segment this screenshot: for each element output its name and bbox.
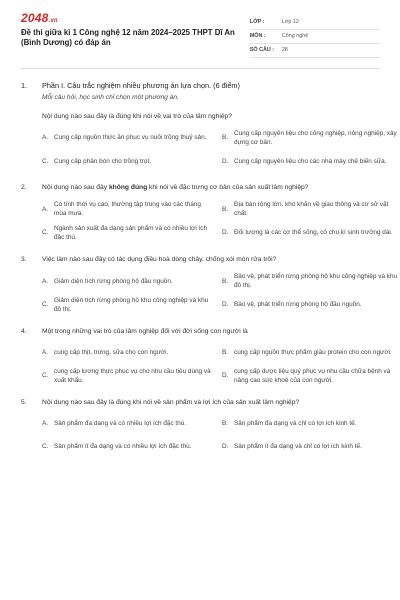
option-letter: D. xyxy=(222,301,229,309)
option-d[interactable] xyxy=(222,367,400,386)
option-text: Sản phẩm ít đa dạng và có nhiều lợi ích đặc thù. xyxy=(54,443,192,451)
options-grid xyxy=(21,415,380,456)
meta-value: Công nghệ xyxy=(281,32,309,39)
meta-row-class xyxy=(250,16,380,30)
option-letter: C. xyxy=(42,229,49,237)
question-number: 2. xyxy=(21,184,27,192)
option-letter: A. xyxy=(42,134,49,142)
option-a[interactable] xyxy=(42,200,214,219)
question-text xyxy=(21,398,380,408)
options-grid xyxy=(21,344,392,386)
options-grid xyxy=(21,272,398,314)
option-text: cung cấp thịt, trứng, sữa cho con người. xyxy=(54,349,169,357)
option-text: Ngành sản xuất đa dạng sản phẩm và có nhiều lợi ích đặc thù. xyxy=(54,224,208,241)
option-letter: A. xyxy=(42,277,49,285)
question-4 xyxy=(21,327,392,385)
meta-label: LỚP : xyxy=(249,18,265,25)
option-letter: C. xyxy=(42,157,49,165)
meta-row-count xyxy=(250,44,380,58)
header-left xyxy=(21,12,250,58)
option-c[interactable] xyxy=(42,296,214,315)
question-text: Nội dung nào sau đây là đúng khi nói về vai trò của lâm nghiệp? xyxy=(42,113,232,121)
question-body: Một trong những vai trò của lâm nghiệp đối với đời sống con người là xyxy=(42,328,248,336)
part-heading: Phần I. Câu trắc nghiệm nhiều phương án lựa chọn. (6 điểm) xyxy=(42,81,240,90)
option-text: Cung cấp nguyên liệu cho công nghiệp, nông nghiệp, xây dựng cơ bản. xyxy=(234,129,397,147)
option-d[interactable] xyxy=(222,224,400,243)
option-text: cung cấp lương thực phục vụ cho nhu cầu tiêu dùng và xuất khẩu. xyxy=(54,367,211,385)
meta-row-subject xyxy=(250,30,380,44)
question-text-before: Nội dung nào sau đây xyxy=(42,184,109,192)
option-text: Bảo vệ, phát triển rừng phòng hộ đầu nguồn. xyxy=(234,301,362,309)
option-a[interactable] xyxy=(42,415,214,433)
option-letter: C. xyxy=(42,372,49,380)
option-letter: B. xyxy=(222,205,229,213)
option-a[interactable] xyxy=(42,344,214,362)
option-letter: A. xyxy=(42,349,49,357)
option-letter: D. xyxy=(222,229,229,237)
options-grid xyxy=(21,129,397,171)
option-text: Cung cấp phân bón cho trồng trọt. xyxy=(54,157,151,165)
meta-value: 28 xyxy=(281,46,288,53)
option-letter: D. xyxy=(222,443,229,451)
option-text: Bảo vệ, phát triển rừng phòng hộ khu công nghiệp và khu đô thị. xyxy=(234,272,398,290)
option-text: Sản phẩm đa dạng và chỉ có lợi ích kinh tế. xyxy=(234,420,357,428)
option-letter: D. xyxy=(222,372,229,380)
exam-content xyxy=(21,81,398,456)
meta-label: MÔN : xyxy=(249,32,266,39)
option-d[interactable] xyxy=(222,296,400,315)
option-text: Sản phẩm đa dạng và có nhiều lợi ích đặc thù. xyxy=(54,420,187,428)
exam-title: Đề thi giữa kì 1 Công nghệ 12 năm 2024–2025 THPT Dĩ An (Bình Dương) có đáp án xyxy=(21,28,235,48)
exam-meta xyxy=(250,16,380,58)
option-c[interactable] xyxy=(42,367,214,386)
option-text: Cung cấp nguồn thức ăn phục vụ nuôi trồng thuỷ sản. xyxy=(54,134,207,142)
option-letter: C. xyxy=(42,301,49,309)
option-text: Giảm diện tích rừng phòng hộ khu công nghiệp và khu đô thị. xyxy=(54,296,209,313)
option-c[interactable] xyxy=(42,152,214,170)
question-number: 4. xyxy=(21,328,27,336)
option-b[interactable] xyxy=(222,272,400,291)
option-letter: A. xyxy=(42,420,49,428)
question-emphasis: không đúng xyxy=(108,184,148,192)
logo-text: 2048 xyxy=(21,11,49,25)
question-text xyxy=(21,183,380,193)
option-b[interactable] xyxy=(222,200,400,219)
option-c[interactable] xyxy=(42,224,214,243)
part-instruction: Mỗi câu hỏi, học sinh chỉ chọn một phương án. xyxy=(42,93,179,101)
option-text: Có tính thời vụ cao, thường tập trung vào các tháng mùa mưa. xyxy=(54,201,201,218)
option-letter: B. xyxy=(222,420,229,428)
question-body: Nội dung nào sau đây là đúng khi nói về sản phẩm và lợi ích của sản xuất lâm nghiệp? xyxy=(42,399,300,407)
site-logo[interactable] xyxy=(21,12,250,25)
question-number: 1. xyxy=(21,81,28,90)
option-b[interactable] xyxy=(222,415,400,433)
options-grid xyxy=(21,200,393,242)
part-title xyxy=(21,81,380,92)
option-b[interactable] xyxy=(222,344,400,362)
page-header xyxy=(21,12,380,58)
question-number: 5. xyxy=(21,399,27,407)
option-a[interactable] xyxy=(42,129,214,148)
option-text: cung cấp dược liệu quý phục vụ nhu cầu chữa bệnh và nâng cao sức khoẻ của con người. xyxy=(234,367,391,385)
header-divider xyxy=(21,68,380,69)
option-text: Địa bàn rộng lớn, khó khăn về giao thông và cơ sở vật chất. xyxy=(234,201,389,218)
question-body: Việc làm nào sau đây có tác dụng điều hoà dòng chảy, chống xói mòn rửa trôi? xyxy=(42,256,277,264)
question-5 xyxy=(21,398,380,456)
option-text: cung cấp nguồn thực phẩm giàu protein cho con người. xyxy=(234,349,392,357)
option-text: Đối tượng là các cơ thể sống, có chu kì sinh trưởng dài. xyxy=(234,229,393,237)
question-number: 3. xyxy=(21,256,27,264)
option-letter: D. xyxy=(222,157,229,165)
option-text: Sản phẩm ít đa dạng và chỉ có lợi ích kinh tế. xyxy=(234,443,362,451)
option-a[interactable] xyxy=(42,272,214,291)
question-text xyxy=(21,255,380,265)
option-letter: B. xyxy=(222,134,229,142)
option-letter: B. xyxy=(222,277,229,285)
option-text: Cung cấp nguyên liệu cho các nhà máy chế biến sữa. xyxy=(234,157,387,165)
option-letter: C. xyxy=(42,443,49,451)
option-b[interactable] xyxy=(222,129,400,148)
question-text-after: khi nói về đặc trưng cơ bản của sản xuất lâm nghiệp? xyxy=(147,184,309,192)
option-c[interactable] xyxy=(42,438,214,456)
option-d[interactable] xyxy=(222,152,400,170)
option-text: Giảm diện tích rừng phòng hộ đầu nguồn. xyxy=(54,277,173,285)
meta-label: SỐ CÂU : xyxy=(249,46,275,53)
option-letter: B. xyxy=(222,349,229,357)
option-letter: A. xyxy=(42,205,49,213)
logo-extension: .vn xyxy=(48,18,58,24)
meta-value: Lớp 12 xyxy=(281,18,299,25)
question-2 xyxy=(21,183,393,242)
question-text xyxy=(21,327,380,337)
option-d[interactable] xyxy=(222,438,400,456)
question-body xyxy=(42,183,309,193)
question-3 xyxy=(21,255,398,314)
